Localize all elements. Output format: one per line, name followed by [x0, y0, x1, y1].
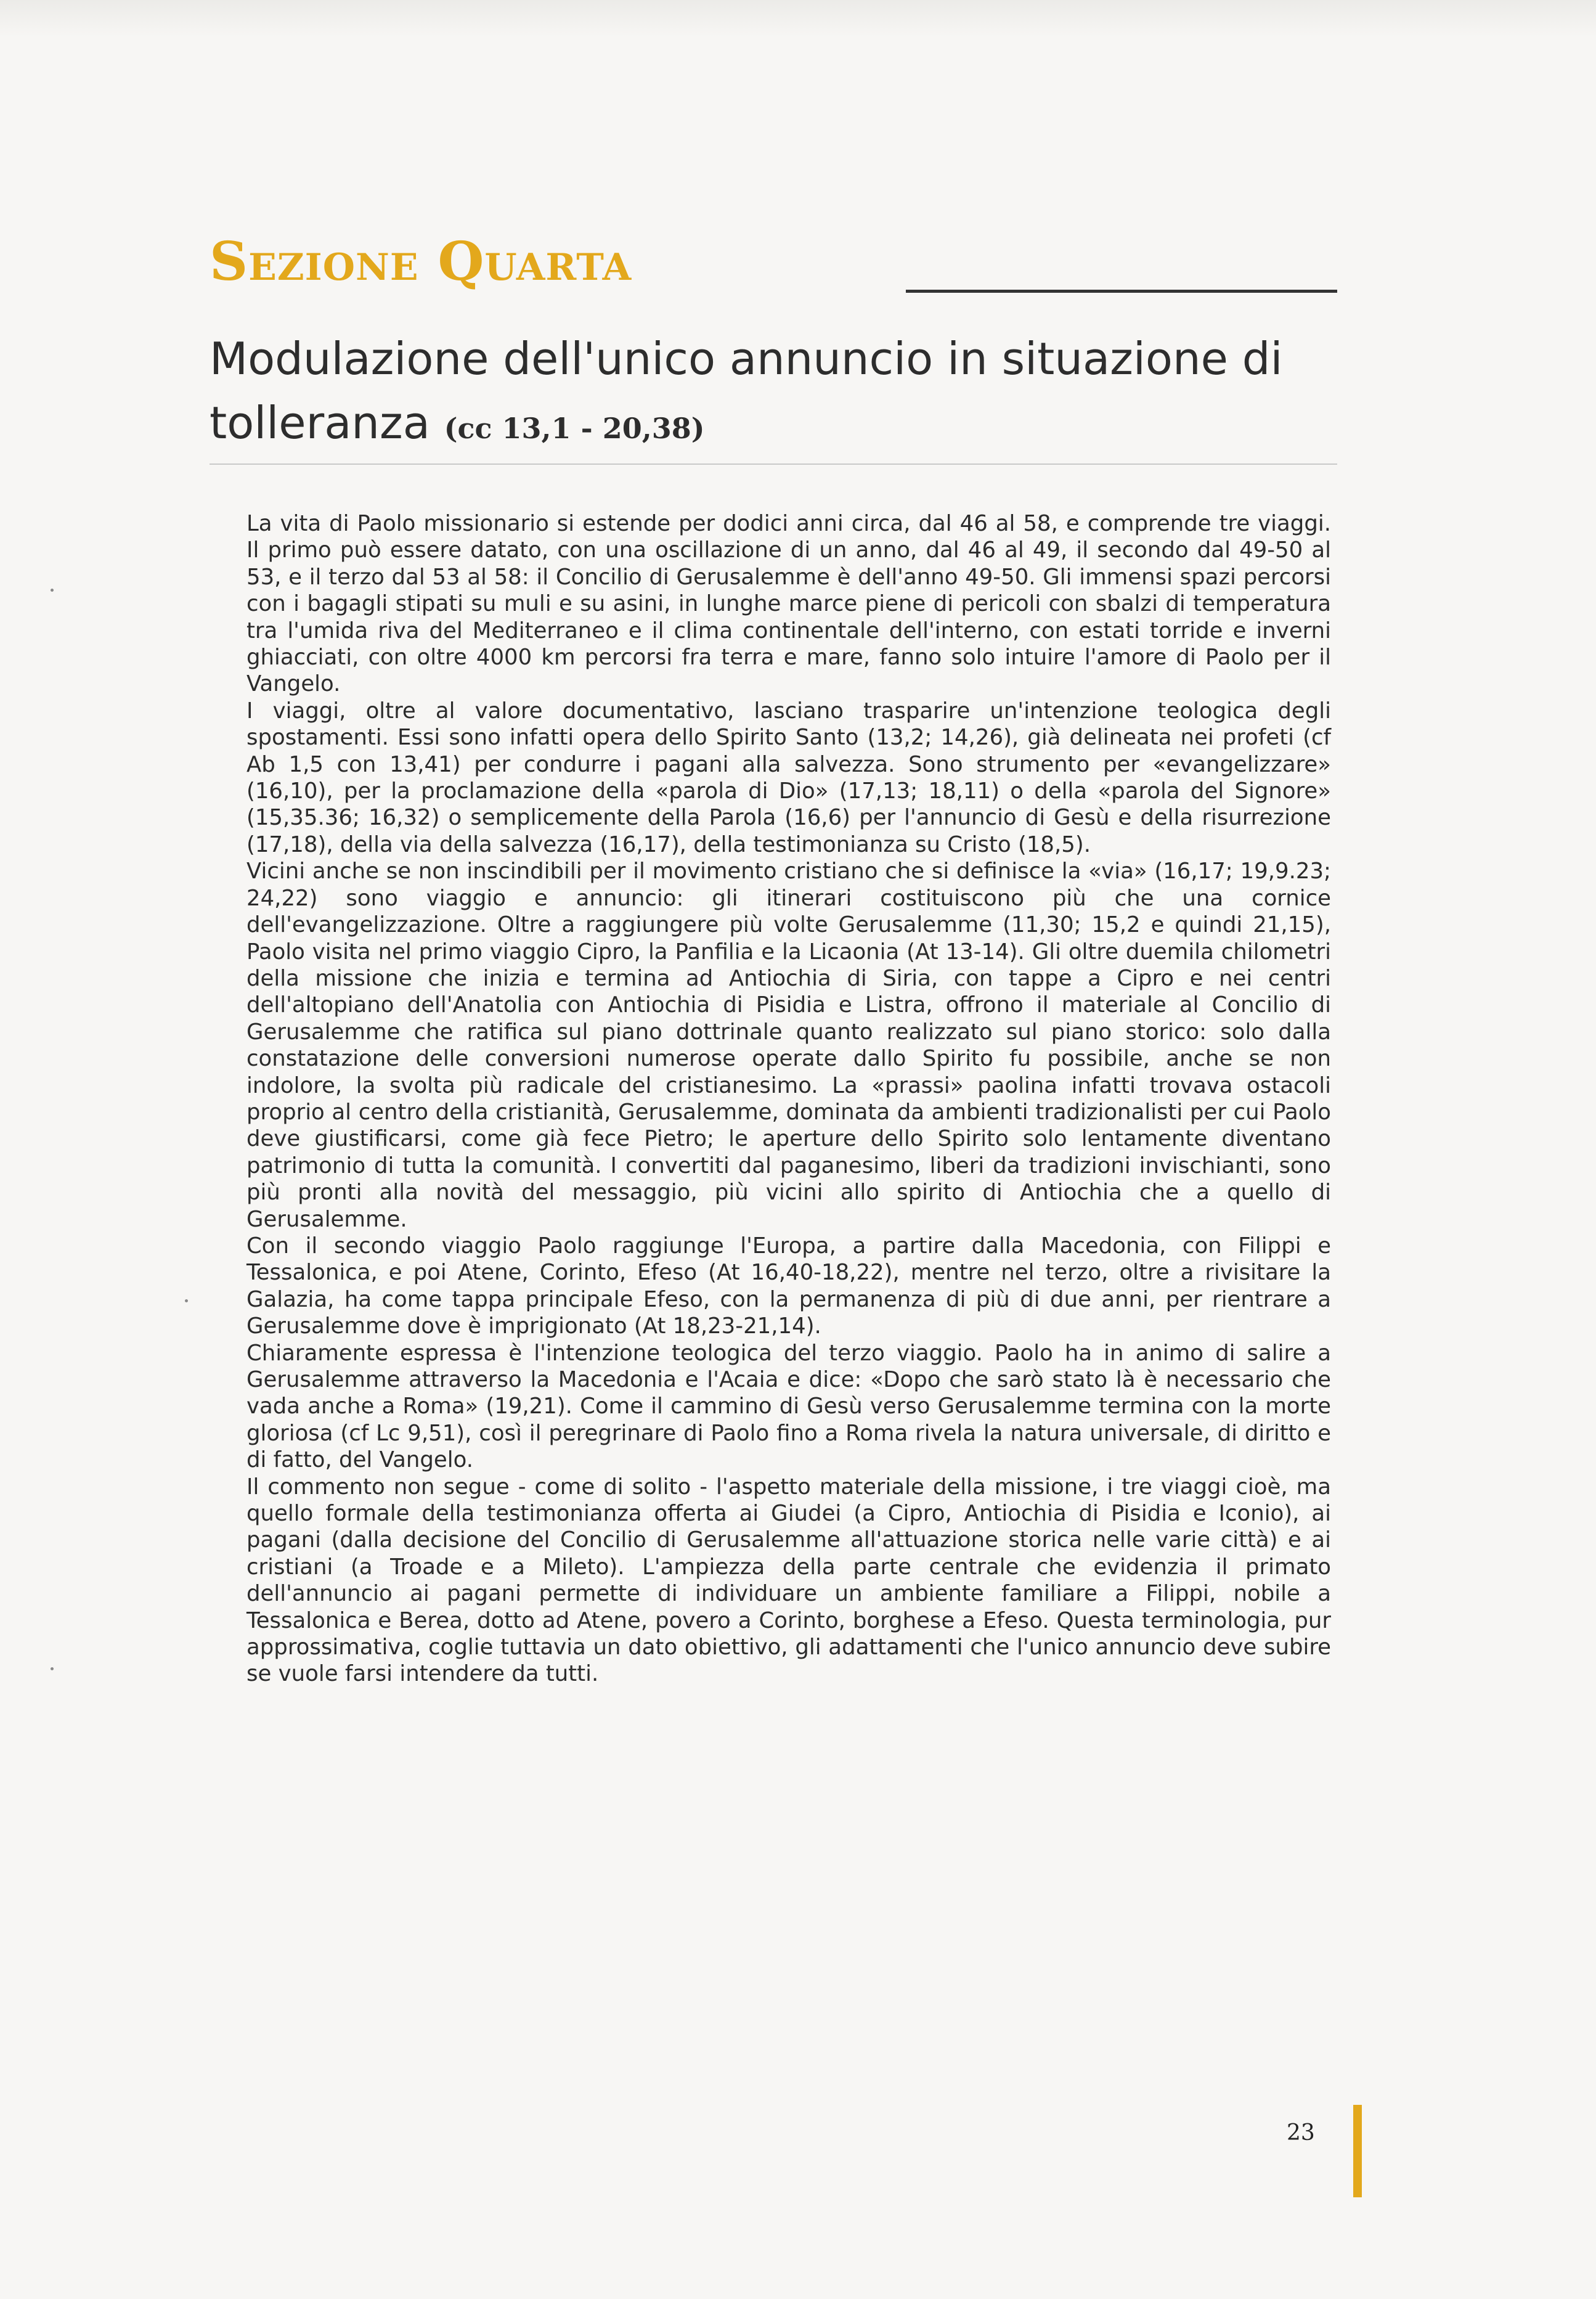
- page-number-accent-bar: [1353, 2105, 1362, 2197]
- scan-speck: [185, 1299, 188, 1302]
- paragraph: Chiaramente espressa è l'intenzione teologica del terzo viaggio. Paolo ha in animo di salire a Gerusalemme attraverso la Macedonia e l'Acaia e dice: «Dopo che sarò stato là è necessario che vada anche a Roma» (19,21). Come il cammino di Gesù verso Gerusalemme termina con la morte gloriosa (cf Lc 9,51), così il peregrinare di Paolo fino a Roma rivela la natura universale, di diritto e di fatto, del Vangelo.: [246, 1340, 1331, 1473]
- page-title-text: Modulazione dell'unico annuncio in situazione di tolleranza: [210, 333, 1283, 449]
- paragraph: Il commento non segue - come di solito - l'aspetto materiale della missione, i tre viaggi cioè, ma quello formale della testimonianza offerta ai Giudei (a Cipro, Antiochia di Pisidia e Iconio), ai pagani (dalla decisione del Concilio di Gerusalemme all'attuazione storica nelle varie città) e ai cristiani (a Troade e a Mileto). L'ampiezza della parte centrale che evidenzia il primato dell'annuncio ai pagani permette di individuare un ambiente familiare a Filippi, nobile a Tessalonica e Berea, dotto ad Atene, povero a Corinto, borghese a Efeso. Questa terminologia, pur approssimativa, coglie tuttavia un dato obiettivo, gli adattamenti che l'unico annuncio deve subire se vuole farsi intendere da tutti.: [246, 1474, 1331, 1687]
- scan-speck: [51, 589, 54, 592]
- paragraph: Vicini anche se non inscindibili per il movimento cristiano che si definisce la «via» (16,17; 19,9.23; 24,22) sono viaggio e annuncio: gli itinerari costituiscono più che una cornice dell'evangelizzazione. Oltre a raggiungere più volte Gerusalemme (11,30; 15,2 e quindi 21,15), Paolo visita nel primo viaggio Cipro, la Panfilia e la Licaonia (At 13-14). Gli oltre duemila chilometri della missione che inizia e termina ad Antiochia di Siria, con tappe a Cipro e nei centri dell'altopiano dell'Anatolia con Antiochia di Pisidia e Listra, offrono il materiale al Concilio di Gerusalemme che ratifica sul piano dottrinale quanto realizzato sul piano storico: solo dalla constatazione delle conversioni numerose operate dallo Spirito fu possibile, anche se non indolore, la svolta più radicale del cristianesimo. La «prassi» paolina infatti trovava ostacoli proprio al centro della cristianità, Gerusalemme, dominata da ambienti tradizionalisti per cui Paolo deve giustificarsi, come già fece Pietro; le aperture dello Spirito solo lentamente diventano patrimonio di tutta la comunità. I convertiti dal paganesimo, liberi da tradizioni invischianti, sono più pronti alla novità del messaggio, più vicini allo spirito di Antiochia che a quello di Gerusalemme.: [246, 859, 1331, 1232]
- chapter-reference: (cc 13,1 - 20,38): [444, 412, 705, 445]
- page-title: [210, 327, 1337, 460]
- page-edge: [0, 0, 1596, 37]
- section-title: Sezione Quarta: [210, 231, 632, 293]
- paragraph: Con il secondo viaggio Paolo raggiunge l'Europa, a partire dalla Macedonia, con Filippi e Tessalonica, e poi Atene, Corinto, Efeso (At 16,40-18,22), mentre nel terzo, oltre a rivisitare la Galazia, ha come tappa principale Efeso, con la permanenza di più di due anni, per rientrare a Gerusalemme dove è imprigionato (At 18,23-21,14).: [246, 1233, 1331, 1339]
- section-header: [210, 228, 1337, 296]
- body-text: [246, 510, 1331, 1688]
- section-title-rule: [906, 290, 1337, 293]
- scan-speck: [51, 1667, 54, 1670]
- title-divider: [210, 463, 1337, 465]
- paragraph: I viaggi, oltre al valore documentativo, lasciano trasparire un'intenzione teologica degli spostamenti. Essi sono infatti opera dello Spirito Santo (13,2; 14,26), già delineata nei profeti (cf Ab 1,5 con 13,41) per condurre i pagani alla salvezza. Sono strumento per «evangelizzare» (16,10), per la proclamazione della «parola di Dio» (17,13; 18,11) o della «parola del Signore» (15,35.36; 16,32) o semplicemente della Parola (16,6) per l'annuncio di Gesù e della risurrezione (17,18), della via della salvezza (16,17), della testimonianza su Cristo (18,5).: [246, 698, 1331, 857]
- page-number: 23: [1287, 2120, 1315, 2146]
- paragraph: La vita di Paolo missionario si estende per dodici anni circa, dal 46 al 58, e comprende tre viaggi. Il primo può essere datato, con una oscillazione di un anno, dal 46 al 49, il secondo dal 49-50 al 53, e il terzo dal 53 al 58: il Concilio di Gerusalemme è dell'anno 49-50. Gli immensi spazi percorsi con i bagagli stipati su muli e su asini, in lunghe marce piene di pericoli con sbalzi di temperatura tra l'umida riva del Mediterraneo e il clima continentale dell'interno, con estati torride e inverni ghiacciati, con oltre 4000 km percorsi fra terra e mare, fanno solo intuire l'amore di Paolo per il Vangelo.: [246, 511, 1331, 697]
